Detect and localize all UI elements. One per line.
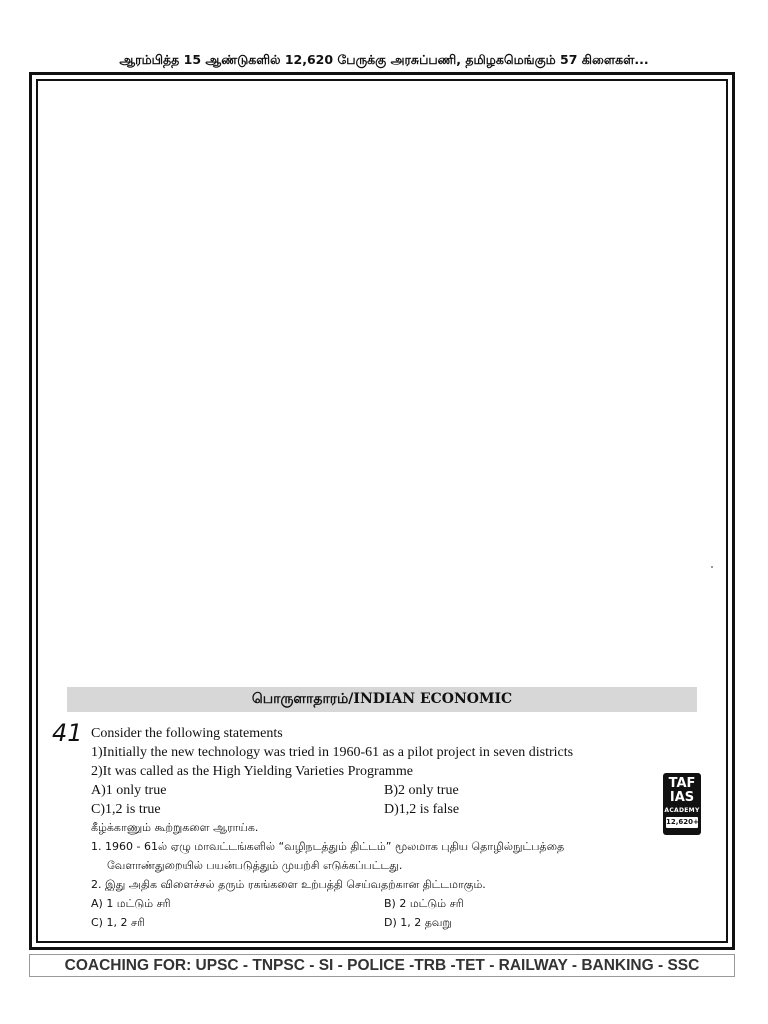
scan-speck <box>711 566 713 568</box>
option-d-en: D)1,2 is false <box>384 802 460 817</box>
statement-1-en: 1)Initially the new technology was tried in 1960-61 as a pilot project in seven districts <box>91 745 574 760</box>
option-b-ta: B) 2 மட்டும் சரி <box>384 897 464 910</box>
logo-count-badge: 12,620+ <box>666 818 699 826</box>
option-d-ta: D) 1, 2 தவறு <box>384 916 452 929</box>
option-c-en: C)1,2 is true <box>91 802 161 817</box>
logo-line-taf: TAF <box>668 776 696 791</box>
question-number: 41 <box>52 719 83 747</box>
statement-2-ta: 2. இது அதிக விளைச்சல் தரும் ரகங்களை உற்பத்தி செய்வதற்கான திட்டமாகும். <box>91 878 486 891</box>
option-b-en: B)2 only true <box>384 783 459 798</box>
question-prompt-ta: கீழ்க்காணும் கூற்றுகளை ஆராய்க. <box>91 821 259 834</box>
question-prompt-en: Consider the following statements <box>91 726 283 741</box>
logo-line-academy: ACADEMY <box>664 807 700 814</box>
footer-coaching-banner: COACHING FOR: UPSC - TNPSC - SI - POLICE -TRB -TET - RAILWAY - BANKING - SSC <box>29 954 735 977</box>
option-a-en: A)1 only true <box>91 783 167 798</box>
section-title-banner: பொருளாதாரம்/INDIAN ECONOMIC <box>67 687 697 712</box>
statement-1-ta-line2: வேளாண்துறையில் பயன்படுத்தும் முயற்சி எடுக்கப்பட்டது. <box>107 859 403 872</box>
option-c-ta: C) 1, 2 சரி <box>91 916 145 929</box>
option-a-ta: A) 1 மட்டும் சரி <box>91 897 171 910</box>
logo-line-ias: IAS <box>669 790 695 805</box>
header-tagline: ஆரம்பித்த 15 ஆண்டுகளில் 12,620 பேருக்கு அரசுப்பணி, தமிழகமெங்கும் 57 கிளைகள்... <box>119 52 649 67</box>
statement-2-en: 2)It was called as the High Yielding Varieties Programme <box>91 764 413 779</box>
statement-1-ta-line1: 1. 1960 - 61ல் ஏழு மாவட்டங்களில் “வழிநடத்தும் திட்டம்” மூலமாக புதிய தொழில்நுட்பத்தை <box>91 840 565 853</box>
taf-ias-academy-logo <box>663 773 701 835</box>
